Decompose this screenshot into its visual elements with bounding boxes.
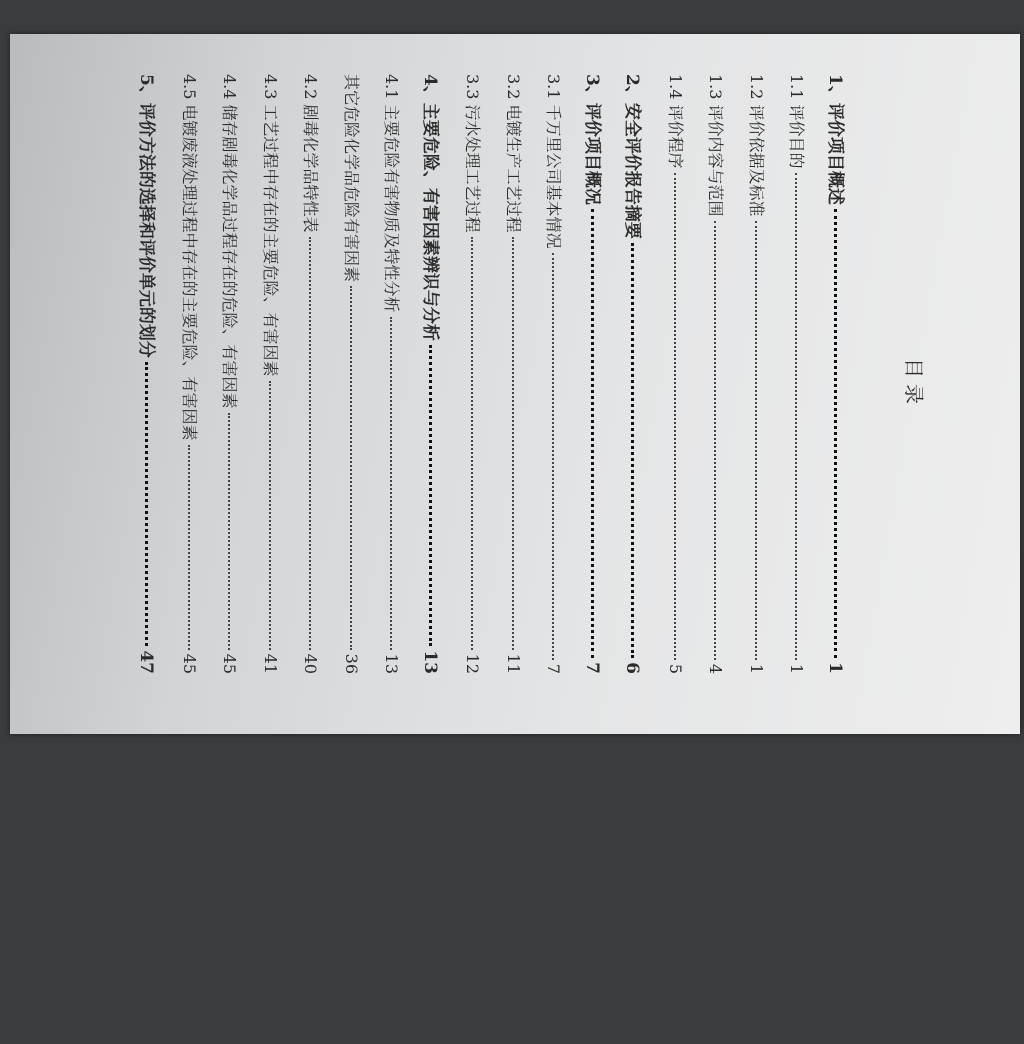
toc-entry-label: 3.2 电镀生产工艺过程 [504, 74, 523, 233]
toc-leader-dots [350, 286, 352, 650]
toc-entry [541, 74, 567, 674]
toc-entry [784, 74, 810, 674]
toc-entry-page: 47 [136, 650, 157, 674]
toc-entry-page: 12 [463, 653, 483, 674]
toc-entry [379, 74, 405, 674]
toc-leader-dots [146, 362, 149, 647]
toc-entry-page: 5 [666, 663, 685, 674]
toc-entry-page: 13 [382, 653, 402, 674]
toc-entry [217, 74, 243, 674]
toc-entry-page: 11 [504, 653, 523, 674]
toc-entry [622, 74, 648, 674]
toc-entry-label: 4.3 工艺过程中存在的主要危险、有害因素 [261, 74, 280, 377]
rotated-content [136, 34, 1020, 1044]
toc-leader-dots [553, 253, 555, 660]
toc-entry-label: 4.1 主要危险有害物质及特性分析 [382, 74, 402, 313]
toc-entry-label: 1.1 评价目的 [787, 74, 807, 169]
toc-entry [176, 74, 202, 674]
toc-entry [338, 74, 364, 674]
toc-entry-label: 1.4 评价程序 [666, 74, 685, 169]
toc-leader-dots [796, 173, 798, 660]
toc-entry-label: 其它危险化学品危险有害因素 [342, 74, 361, 283]
toc-entry-page: 45 [180, 653, 199, 674]
toc-entry-label: 1.2 评价依据及标准 [747, 74, 766, 217]
toc-entry-page: 7 [544, 663, 564, 674]
toc-entry-page: 7 [582, 662, 602, 674]
toc-entry-page: 1 [787, 663, 807, 674]
toc-leader-dots [591, 209, 594, 658]
toc-leader-dots [188, 445, 190, 650]
toc-entry-page: 45 [220, 653, 240, 674]
toc-entry [824, 74, 850, 674]
toc-entry [298, 74, 324, 674]
toc-entry-page: 1 [825, 662, 845, 674]
toc-entry-label: 3.3 污水处理工艺过程 [463, 74, 483, 233]
toc-title: 目录 [902, 358, 926, 410]
document-page [10, 34, 1020, 734]
toc-entry-label: 3、评价项目概况 [582, 74, 602, 205]
toc-entry [460, 74, 486, 674]
toc-entry [136, 74, 162, 674]
toc-entry [257, 74, 283, 674]
toc-entry-page: 13 [420, 650, 440, 674]
toc-entry-label: 2、安全评价报告摘要 [622, 74, 643, 239]
toc-entry-label: 4、主要危险、有害因素辨识与分析 [420, 74, 440, 341]
toc-leader-dots [512, 237, 514, 650]
toc-entry-page: 6 [622, 662, 643, 674]
toc-entry-page: 1 [747, 663, 766, 674]
toc-entry-label: 5、评价方法的选择和评价单元的划分 [136, 74, 157, 358]
toc-entry [662, 74, 688, 674]
toc-leader-dots [632, 243, 635, 658]
toc-entry-page: 40 [301, 653, 321, 674]
toc-entry-page: 36 [342, 653, 361, 674]
toc-leader-dots [229, 413, 231, 650]
toc-entry-label: 3.1 千万里公司基本情况 [544, 74, 564, 249]
toc-leader-dots [429, 345, 432, 647]
toc-leader-dots [755, 221, 757, 660]
toc-leader-dots [391, 317, 393, 650]
toc-leader-dots [472, 237, 474, 650]
toc-entry-label: 4.2 剧毒化学品特性表 [301, 74, 321, 233]
toc-entry [500, 74, 526, 674]
toc-entry-label: 1、评价项目概述 [825, 74, 845, 205]
toc-leader-dots [834, 209, 837, 658]
toc-entry-label: 4.5 电镀废液处理过程中存在的主要危险、有害因素 [180, 74, 199, 441]
toc-entry [743, 74, 769, 674]
toc-entry-label: 1.3 评价内容与范围 [706, 74, 726, 217]
toc-leader-dots [269, 381, 271, 650]
toc-leader-dots [715, 221, 717, 660]
toc-entry-page: 4 [706, 663, 726, 674]
toc-entry [703, 74, 729, 674]
toc-entry [581, 74, 607, 674]
toc-leader-dots [674, 173, 676, 660]
toc-leader-dots [310, 237, 312, 650]
toc-page [10, 34, 1020, 734]
toc-entry-page: 41 [261, 653, 280, 674]
toc-entry [419, 74, 445, 674]
toc-entry-label: 4.4 储存剧毒化学品过程存在的危险、有害因素 [220, 74, 240, 409]
